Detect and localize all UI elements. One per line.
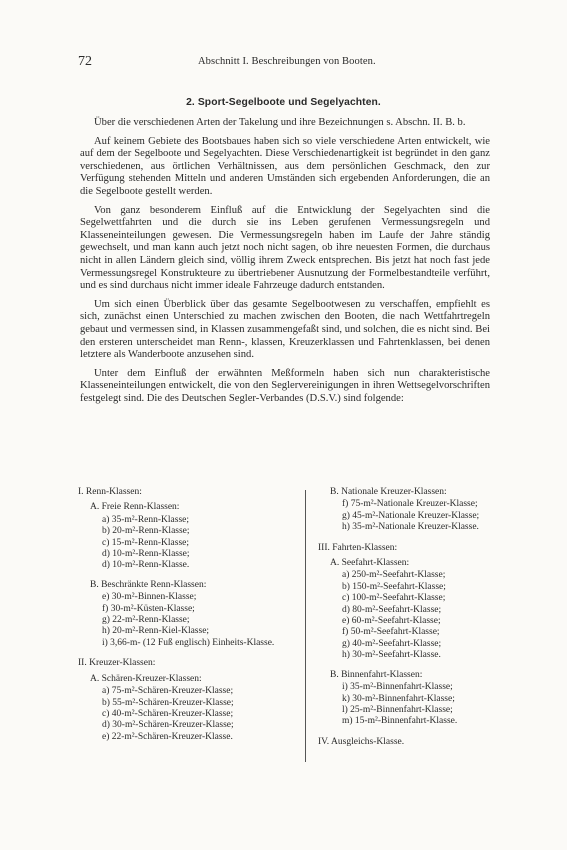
list-item: a) 75-m²-Schären-Kreuzer-Klasse;: [102, 686, 234, 697]
paragraph-1: Über die verschiedenen Arten der Takelung und ihre Bezeichnungen s. Abschn. II. B. b.: [94, 117, 466, 128]
page-number: 72: [78, 54, 92, 69]
freie-renn-klassen: [78, 502, 303, 571]
paragraph-5: Unter dem Einfluß der erwähnten Meßformeln haben sich nun charakteristische Klasseneinteilungen entwickelt, die von den Seglervereinigungen in ihren Wettsegelvorschriften festgelegt sind. Die des Deutschen Segler-Verbandes (D.S.V.) sind folgende:: [80, 367, 490, 404]
class-heading: III. Fahrten-Klassen:: [318, 542, 398, 553]
subclass-heading: A. Seefahrt-Klassen:: [330, 558, 410, 569]
binnenfahrt-klassen: [318, 670, 518, 728]
list-item: h) 35-m²-Nationale Kreuzer-Klasse.: [342, 522, 479, 533]
kreuzer-klassen-group: [78, 658, 303, 743]
paragraph-2: Auf keinem Gebiete des Bootsbaues haben sich so viele verschiedene Arten entwickelt, wie auf dem der Segelboote und Segelyachten. Diese Verschiedenartigkeit ist begründet in den ganz verschiedenen, aus örtlichen Verhältnissen, aus dem persönlichen Geschmack, den zur Verfügung stehenden Mitteln und anderen Umständen sich ergebenden Anforderungen, die an die Segelboote gestellt werden.: [80, 135, 490, 197]
seefahrt-klassen: [318, 558, 518, 662]
subclass-heading: A. Schären-Kreuzer-Klassen:: [90, 673, 202, 684]
list-item: a) 250-m²-Seefahrt-Klasse;: [342, 570, 446, 581]
list-item: d) 80-m²-Seefahrt-Klasse;: [342, 604, 442, 615]
paragraph-3: Von ganz besonderem Einfluß auf die Entwicklung der Segelyachten sind die Segelwettfahrten und die durch sie ins Leben gerufenen Vermessungsregeln und Klasseneinteilungen gewesen. Die Vermessungsregeln haben im Laufe der Jahre ständig gewechselt, und man kann auch jetzt noch nicht sagen, ob ihre neuesten Formen, die durchaus nicht in allen Ländern gleich sind, völlig ihrem Zweck entsprechen. Bis jetzt hat noch fast jede Vermessungsregel Konstrukteure zu übertriebener Ausnutzung der Formelbestandteile verführt, und es sind durchaus nicht immer ideale Fahrzeuge dadurch entstanden.: [80, 204, 490, 292]
list-item: e) 60-m²-Seefahrt-Klasse;: [342, 616, 441, 627]
subclass-heading: B. Beschränkte Renn-Klassen:: [90, 579, 207, 590]
class-list-right-column: [318, 487, 518, 757]
column-divider: [305, 490, 306, 762]
list-item: b) 150-m²-Seefahrt-Klasse;: [342, 581, 446, 592]
list-item: i) 3,66-m- (12 Fuß englisch) Einheits-Klasse.: [102, 637, 275, 648]
list-item: a) 35-m²-Renn-Klasse;: [102, 514, 190, 525]
schaeren-kreuzer-klassen: [78, 674, 303, 743]
subclass-heading: B. Nationale Kreuzer-Klassen:: [330, 487, 447, 497]
list-item: c) 15-m²-Renn-Klasse;: [102, 537, 190, 548]
list-item: h) 30-m²-Seefahrt-Klasse.: [342, 650, 441, 661]
class-list-left-column: [78, 487, 303, 752]
ausgleichs-klasse: [318, 737, 518, 748]
running-title: Abschnitt I. Beschreibungen von Booten.: [198, 56, 376, 67]
body-text: [80, 117, 490, 411]
list-item: e) 30-m²-Binnen-Klasse;: [102, 592, 197, 603]
beschraenkte-renn-klassen: [78, 580, 303, 649]
class-heading: II. Kreuzer-Klassen:: [78, 658, 156, 669]
list-item: k) 30-m²-Binnenfahrt-Klasse;: [342, 693, 455, 704]
renn-klassen-group: [78, 487, 303, 649]
running-head: [78, 54, 488, 70]
list-item: b) 20-m²-Renn-Klasse;: [102, 526, 190, 537]
subclass-heading: B. Binnenfahrt-Klassen:: [330, 669, 423, 680]
list-item: f) 30-m²-Küsten-Klasse;: [102, 603, 195, 614]
list-item: f) 75-m²-Nationale Kreuzer-Klasse;: [342, 499, 478, 510]
list-item: g) 40-m²-Seefahrt-Klasse;: [342, 638, 442, 649]
list-item: d) 10-m²-Renn-Klasse.: [102, 560, 190, 571]
class-heading: I. Renn-Klassen:: [78, 487, 142, 497]
paragraph-4: Um sich einen Überblick über das gesamte Segelbootwesen zu verschaffen, empfiehlt es sich, zunächst einen Unterschied zu machen zwischen den Booten, die nach Wettfahrtregeln gebaut und vermessen sind, in Klassen zusammengefaßt sind, und solchen, die es nicht sind. Bei den ersteren unterscheidet man Renn-, klassen, Kreuzerklassen und Fahrtenklassen, bei denen letztere als Wanderboote anzusehen sind.: [80, 298, 490, 361]
nationale-kreuzer-klassen: [318, 487, 518, 534]
list-item: c) 100-m²-Seefahrt-Klasse;: [342, 593, 446, 604]
class-heading: IV. Ausgleichs-Klasse.: [318, 736, 405, 747]
list-item: e) 22-m²-Schären-Kreuzer-Klasse.: [102, 731, 233, 742]
list-item: f) 50-m²-Seefahrt-Klasse;: [342, 627, 440, 638]
list-item: l) 25-m²-Binnenfahrt-Klasse;: [342, 704, 453, 715]
subclass-heading: A. Freie Renn-Klassen:: [90, 502, 180, 513]
list-item: d) 30-m²-Schären-Kreuzer-Klasse;: [102, 720, 234, 731]
list-item: c) 40-m²-Schären-Kreuzer-Klasse;: [102, 708, 234, 719]
list-item: h) 20-m²-Renn-Kiel-Klasse;: [102, 626, 210, 637]
list-item: m) 15-m²-Binnenfahrt-Klasse.: [342, 716, 458, 727]
list-item: i) 35-m²-Binnenfahrt-Klasse;: [342, 682, 453, 693]
list-item: b) 55-m²-Schären-Kreuzer-Klasse;: [102, 697, 234, 708]
fahrten-klassen-group: [318, 543, 518, 728]
list-item: g) 45-m²-Nationale Kreuzer-Klasse;: [342, 510, 480, 521]
list-item: d) 10-m²-Renn-Klasse;: [102, 549, 190, 560]
list-item: g) 22-m²-Renn-Klasse;: [102, 615, 190, 626]
section-title: 2. Sport-Segelboote und Segelyachten.: [186, 97, 381, 108]
